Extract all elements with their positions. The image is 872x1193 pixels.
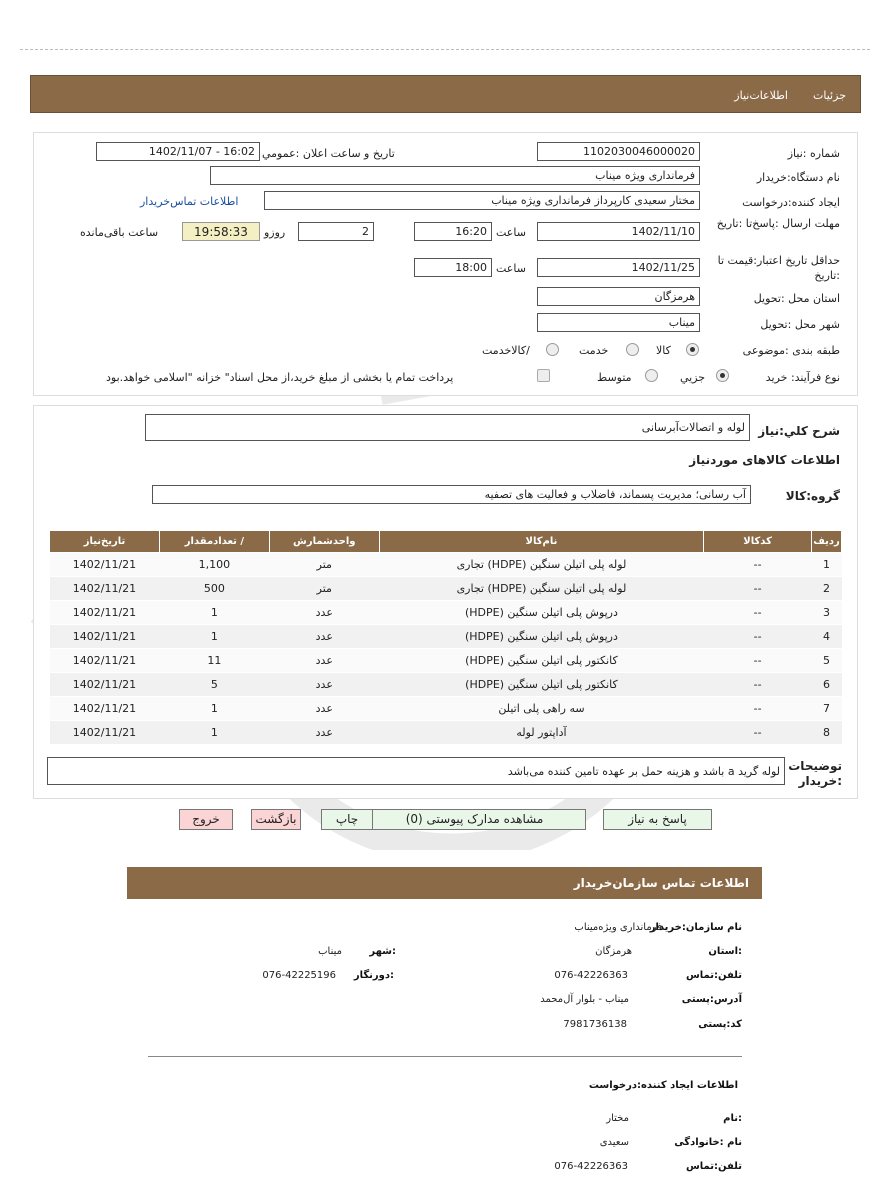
goods-info-title: اطلاعات کالاهای موردنیاز [689, 453, 840, 467]
cell-name: آداپتور لوله [379, 721, 703, 745]
validity-date-field: 1402/11/25 [537, 258, 700, 277]
contact-province-value: هرمزگان [595, 946, 632, 957]
validity-time-field: 18:00 [414, 258, 492, 277]
city-field: میناب [537, 313, 700, 332]
cell-row: 7 [812, 697, 842, 721]
cell-qty: 1 [159, 601, 269, 625]
cell-unit: عدد [269, 601, 379, 625]
category-service-radio[interactable] [626, 343, 639, 356]
category-goods-radio[interactable] [686, 343, 699, 356]
category-goods-service-radio[interactable] [546, 343, 559, 356]
postal-label: کد:پستی [698, 1019, 742, 1030]
creator-name-value: مختار [606, 1113, 629, 1124]
phone-label: تلفن:تماس [685, 970, 742, 981]
cell-row: 1 [812, 553, 842, 577]
address-label: آدرس:پستی [681, 994, 742, 1005]
cell-unit: متر [269, 577, 379, 601]
cell-unit: متر [269, 553, 379, 577]
cell-row: 6 [812, 673, 842, 697]
org-value: فرمانداری ویژه‌میناب [574, 922, 662, 933]
cell-qty: 11 [159, 649, 269, 673]
tab-need-info[interactable]: اطلاعات‌نیاز [734, 89, 788, 102]
print-button[interactable]: چاپ [321, 809, 373, 830]
cell-qty: 1 [159, 721, 269, 745]
cell-date: 1402/11/21 [50, 673, 160, 697]
cell-name: درپوش پلی اتیلن سنگین (HDPE) [379, 625, 703, 649]
group-field: آب رسانی؛ مدیریت پسماند، فاضلاب و فعالیت های تصفیه [152, 485, 751, 504]
province-label: استان محل :تحویل [753, 292, 840, 305]
reply-button[interactable]: پاسخ به نیاز [603, 809, 712, 830]
contact-city-value: میناب [318, 946, 342, 957]
table-row [50, 553, 842, 577]
cell-name: کانکتور پلی اتیلن سنگین (HDPE) [379, 649, 703, 673]
postal-value: 7981736138 [563, 1019, 627, 1030]
category-goods-service-label: /کالاخدمت [482, 344, 530, 357]
cell-code: -- [704, 577, 812, 601]
category-goods-label: کالا [656, 344, 671, 357]
validity-label: حداقل تاریخ اعتبار:قیمت تا :تاریخ [717, 254, 840, 282]
contact-city-label: :شهر [369, 946, 396, 957]
cell-row: 4 [812, 625, 842, 649]
cell-date: 1402/11/21 [50, 577, 160, 601]
group-label: گروه:کالا [785, 489, 840, 503]
col-name: نام‌کالا [379, 531, 703, 553]
buyer-notes-field: لوله گرید a باشد و هزینه حمل بر عهده تامین کننده می‌باشد [47, 757, 785, 785]
cell-date: 1402/11/21 [50, 553, 160, 577]
cell-unit: عدد [269, 721, 379, 745]
contact-province-label: :استان [708, 946, 742, 957]
creator-info-title: اطلاعات ایجاد کننده:درخواست [588, 1080, 738, 1091]
announce-label: تاریخ و ساعت اعلان :عمومي [262, 147, 395, 160]
exit-button[interactable]: خروج [179, 809, 233, 830]
table-row [50, 697, 842, 721]
deadline-date-field: 1402/11/10 [537, 222, 700, 241]
cell-unit: عدد [269, 673, 379, 697]
tab-details[interactable]: جزئیات [813, 89, 846, 102]
province-field: هرمزگان [537, 287, 700, 306]
cell-row: 3 [812, 601, 842, 625]
cell-qty: 5 [159, 673, 269, 697]
creator-family-label: نام :خانوادگی [674, 1137, 742, 1148]
back-button[interactable]: بازگشت [251, 809, 301, 830]
cell-row: 8 [812, 721, 842, 745]
buyer-label: نام دستگاه:خریدار [756, 171, 840, 184]
creator-field: مختار سعیدی کارپرداز فرمانداری ویژه میناب [264, 191, 700, 210]
cell-row: 2 [812, 577, 842, 601]
deadline-time-label: ساعت [496, 226, 526, 239]
cell-code: -- [704, 601, 812, 625]
fax-value: 076-42225196 [262, 970, 336, 981]
col-date: تاریخ‌نیاز [50, 531, 160, 553]
cell-unit: عدد [269, 625, 379, 649]
col-code: کدکالا [704, 531, 812, 553]
buyer-contact-link[interactable]: اطلاعات تماس‌خریدار [140, 195, 239, 208]
process-medium-label: متوسط [597, 371, 632, 384]
cell-date: 1402/11/21 [50, 697, 160, 721]
cell-code: -- [704, 697, 812, 721]
table-row [50, 721, 842, 745]
cell-unit: عدد [269, 649, 379, 673]
payment-note: پرداخت تمام یا بخشی از مبلغ خرید،از محل اسناد" خزانه "اسلامی خواهد.بود [106, 371, 454, 384]
goods-table [49, 530, 842, 745]
desc-label: شرح کلي:نیاز [758, 424, 840, 438]
process-small-radio[interactable] [716, 369, 729, 382]
need-number-field: 1102030046000020 [537, 142, 700, 161]
remaining-timer: 19:58:33 [182, 222, 260, 241]
category-label: طبقه بندی :موضوعی [742, 344, 840, 357]
cell-date: 1402/11/21 [50, 625, 160, 649]
days-label: روزو [264, 226, 286, 239]
validity-time-label: ساعت [496, 262, 526, 275]
cell-name: کانکتور پلی اتیلن سنگین (HDPE) [379, 673, 703, 697]
cell-name: لوله پلی اتیلن سنگین (HDPE) تجاری [379, 577, 703, 601]
attachments-button[interactable]: مشاهده مدارک پیوستی (0) [363, 809, 586, 830]
announce-date-field: 1402/11/07 - 16:02 [96, 142, 260, 161]
desc-field: لوله و اتصالات‌آبرسانی [145, 414, 750, 441]
cell-qty: 1,100 [159, 553, 269, 577]
creator-label: ایجاد کننده:درخواست [742, 196, 840, 209]
col-row: ردیف [812, 531, 842, 553]
creator-phone-value: 076-42226363 [554, 1161, 628, 1172]
address-value: میناب - بلوار آل‌محمد [540, 994, 629, 1005]
col-unit: واحدشمارش [269, 531, 379, 553]
creator-name-label: :نام [723, 1113, 742, 1124]
cell-name: لوله پلی اتیلن سنگین (HDPE) تجاری [379, 553, 703, 577]
table-header-row [50, 531, 842, 553]
table-row [50, 673, 842, 697]
cell-code: -- [704, 649, 812, 673]
cell-name: درپوش پلی اتیلن سنگین (HDPE) [379, 601, 703, 625]
process-small-label: جزیي [680, 371, 706, 384]
top-divider [20, 49, 870, 50]
category-service-label: خدمت [579, 344, 609, 357]
deadline-label: مهلت ارسال :پاسخ‌تا :تاریخ [716, 217, 840, 230]
creator-family-value: سعیدی [599, 1137, 629, 1148]
header-tab-bar [30, 75, 861, 113]
cell-date: 1402/11/21 [50, 601, 160, 625]
col-qty: / تعدادمقدار [159, 531, 269, 553]
fax-label: :دورنگار [353, 970, 394, 981]
cell-date: 1402/11/21 [50, 649, 160, 673]
buyer-field: فرمانداری ویژه میناب [210, 166, 700, 185]
process-label: نوع فرآیند: خرید [765, 371, 840, 384]
city-label: شهر محل :تحویل [760, 318, 840, 331]
contact-divider [148, 1056, 742, 1057]
table-row [50, 649, 842, 673]
buyer-notes-label: توضیحات :خریدار [788, 759, 842, 788]
org-label: نام سازمان:خریدار [649, 922, 742, 933]
remaining-label: ساعت باقی‌مانده [80, 226, 159, 239]
cell-code: -- [704, 625, 812, 649]
cell-code: -- [704, 721, 812, 745]
contact-title: اطلاعات تماس سازمان‌خریدار [573, 876, 749, 890]
table-row [50, 625, 842, 649]
cell-unit: عدد [269, 697, 379, 721]
cell-date: 1402/11/21 [50, 721, 160, 745]
table-row [50, 577, 842, 601]
creator-phone-label: تلفن:تماس [685, 1161, 742, 1172]
cell-qty: 1 [159, 697, 269, 721]
payment-note-checkbox[interactable] [537, 369, 550, 382]
phone-value: 076-42226363 [554, 970, 628, 981]
cell-code: -- [704, 553, 812, 577]
deadline-time-field: 16:20 [414, 222, 492, 241]
cell-qty: 1 [159, 625, 269, 649]
need-number-label: شماره :نیاز [787, 147, 840, 160]
cell-code: -- [704, 673, 812, 697]
cell-qty: 500 [159, 577, 269, 601]
cell-name: سه راهی پلی اتیلن [379, 697, 703, 721]
process-medium-radio[interactable] [645, 369, 658, 382]
contact-header-bar [127, 867, 762, 899]
table-row [50, 601, 842, 625]
days-field: 2 [298, 222, 374, 241]
cell-row: 5 [812, 649, 842, 673]
